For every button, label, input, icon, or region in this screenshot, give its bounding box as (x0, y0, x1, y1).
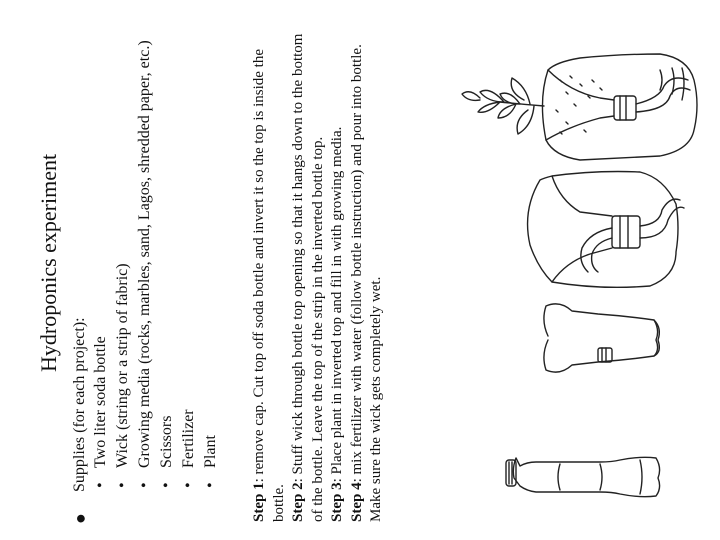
cut-bottle-icon (544, 304, 659, 372)
step-2 (289, 22, 328, 522)
supply-text: Scissors (158, 415, 175, 468)
step-4 (348, 22, 387, 522)
step-text: : Place plant in inverted top and fill in with growing media. (329, 126, 345, 483)
bullet-icon: • (180, 482, 197, 488)
step-text: : mix fertilizer with water (follow bottle instruction) and pour into bottle. Make sure the wick gets completely wet. (348, 44, 384, 522)
list-item (179, 12, 199, 492)
step-label: Step 4 (348, 482, 365, 522)
list-item (201, 12, 221, 492)
step-text: : remove cap. Cut top off soda bottle and invert it so the top is inside the bottle. (251, 49, 287, 522)
bullet-icon: ● (70, 513, 90, 524)
intact-bottle-icon (506, 457, 660, 496)
bullet-icon: • (158, 482, 175, 488)
bullet-icon: • (202, 482, 219, 488)
steps-section (250, 22, 387, 522)
supply-text: Growing media (rocks, marbles, sand, Lagos, shredded paper, etc.) (136, 40, 153, 468)
inverted-top-with-wick-icon (528, 172, 684, 288)
bullet-icon: • (92, 482, 109, 488)
page-title: Hydroponics experiment (36, 153, 61, 372)
supply-text: Fertilizer (180, 409, 197, 468)
step-3 (328, 22, 348, 522)
text-column (30, 12, 430, 522)
list-item (91, 12, 111, 492)
illustrations (430, 40, 720, 540)
bullet-icon: • (114, 482, 131, 488)
supplies-list (91, 12, 223, 492)
supply-text: Two liter soda bottle (92, 336, 109, 468)
step-label: Step 1 (251, 482, 267, 522)
step-1 (250, 22, 289, 522)
supplies-header: Supplies (for each project): (71, 317, 88, 492)
list-item (113, 12, 133, 492)
step-label: Step 2 (290, 482, 306, 522)
bullet-icon: • (136, 482, 153, 488)
list-item (157, 12, 177, 492)
supply-text: Plant (202, 435, 219, 468)
supply-text: Wick (string or a strip of fabric) (114, 263, 131, 468)
list-item (135, 12, 155, 492)
step-label: Step 3 (329, 482, 345, 522)
planted-bottle-icon (462, 54, 697, 160)
step-text: : Stuff wick through bottle top opening so that it hangs down to the bottom of the bottle. Leave the top of the strip in the inverted bottle top. (290, 33, 326, 522)
